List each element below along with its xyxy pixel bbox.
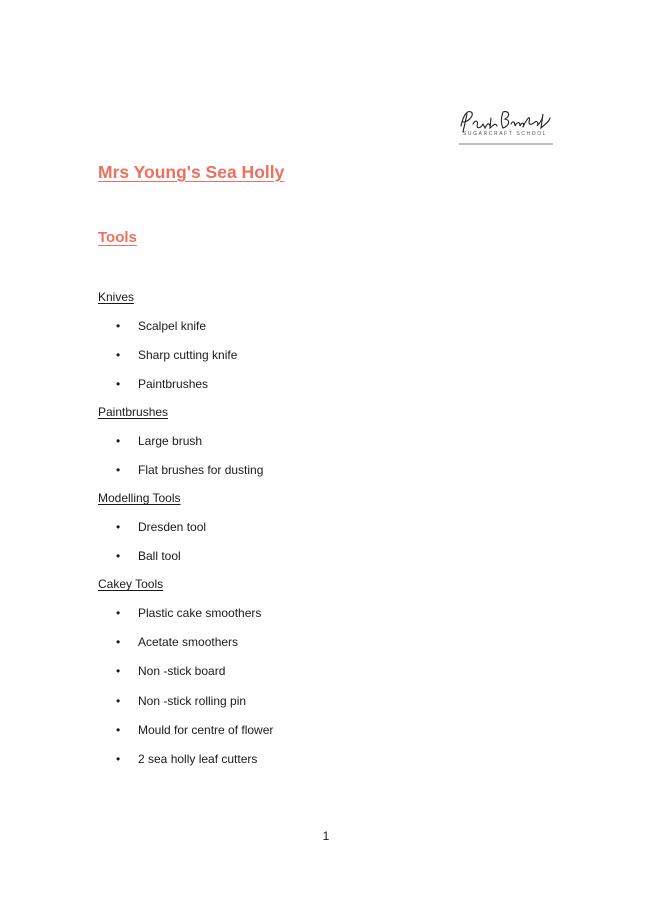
list-item: • Acetate smoothers <box>116 635 239 650</box>
tool-list <box>98 606 273 781</box>
list-item: • Scalpel knife <box>116 319 207 333</box>
tool-list <box>98 434 263 492</box>
tool-list <box>98 520 206 578</box>
list-item: • Ball tool <box>116 549 181 564</box>
list-item: • Mould for centre of flower <box>116 722 274 737</box>
bullet-icon: • <box>116 520 121 534</box>
list-item: • 2 sea holly leaf cutters <box>116 751 258 766</box>
page-number: 1 <box>322 829 330 843</box>
bullet-icon: • <box>116 693 121 708</box>
bullet-icon: • <box>116 722 121 737</box>
tool-list <box>98 319 237 407</box>
bullet-icon: • <box>116 377 121 392</box>
list-item: • Large brush <box>116 434 203 448</box>
list-item: • Plastic cake smoothers <box>116 606 262 620</box>
tool-group-paintbrushes <box>98 405 263 492</box>
bullet-icon: • <box>116 348 121 363</box>
list-item: • Dresden tool <box>116 520 207 534</box>
group-heading: Modelling Tools <box>98 491 181 505</box>
section-heading-tools: Tools <box>98 229 137 246</box>
list-item: • Flat brushes for dusting <box>116 463 264 478</box>
bullet-icon: • <box>116 751 121 766</box>
group-heading: Cakey Tools <box>98 577 164 591</box>
bullet-icon: • <box>116 606 121 620</box>
list-item: • Sharp cutting knife <box>116 348 238 363</box>
bullet-icon: • <box>116 635 121 650</box>
bullet-icon: • <box>116 549 121 564</box>
bullet-icon: • <box>116 664 121 679</box>
bullet-icon: • <box>116 319 121 333</box>
tool-group-knives <box>98 290 237 407</box>
list-item: • Paintbrushes <box>116 377 209 392</box>
bullet-icon: • <box>116 463 121 478</box>
list-item: • Non -stick board <box>116 664 226 679</box>
brand-logo <box>457 104 555 148</box>
group-heading: Knives <box>98 290 135 304</box>
tool-group-cakey-tools <box>98 577 273 781</box>
tool-group-modelling-tools <box>98 491 206 578</box>
logo-tagline: SUGARCRAFT SCHOOL <box>463 131 548 137</box>
document-title: Mrs Young's Sea Holly <box>98 162 285 182</box>
group-heading: Paintbrushes <box>98 405 169 419</box>
bullet-icon: • <box>116 434 121 448</box>
list-item: • Non -stick rolling pin <box>116 693 247 708</box>
